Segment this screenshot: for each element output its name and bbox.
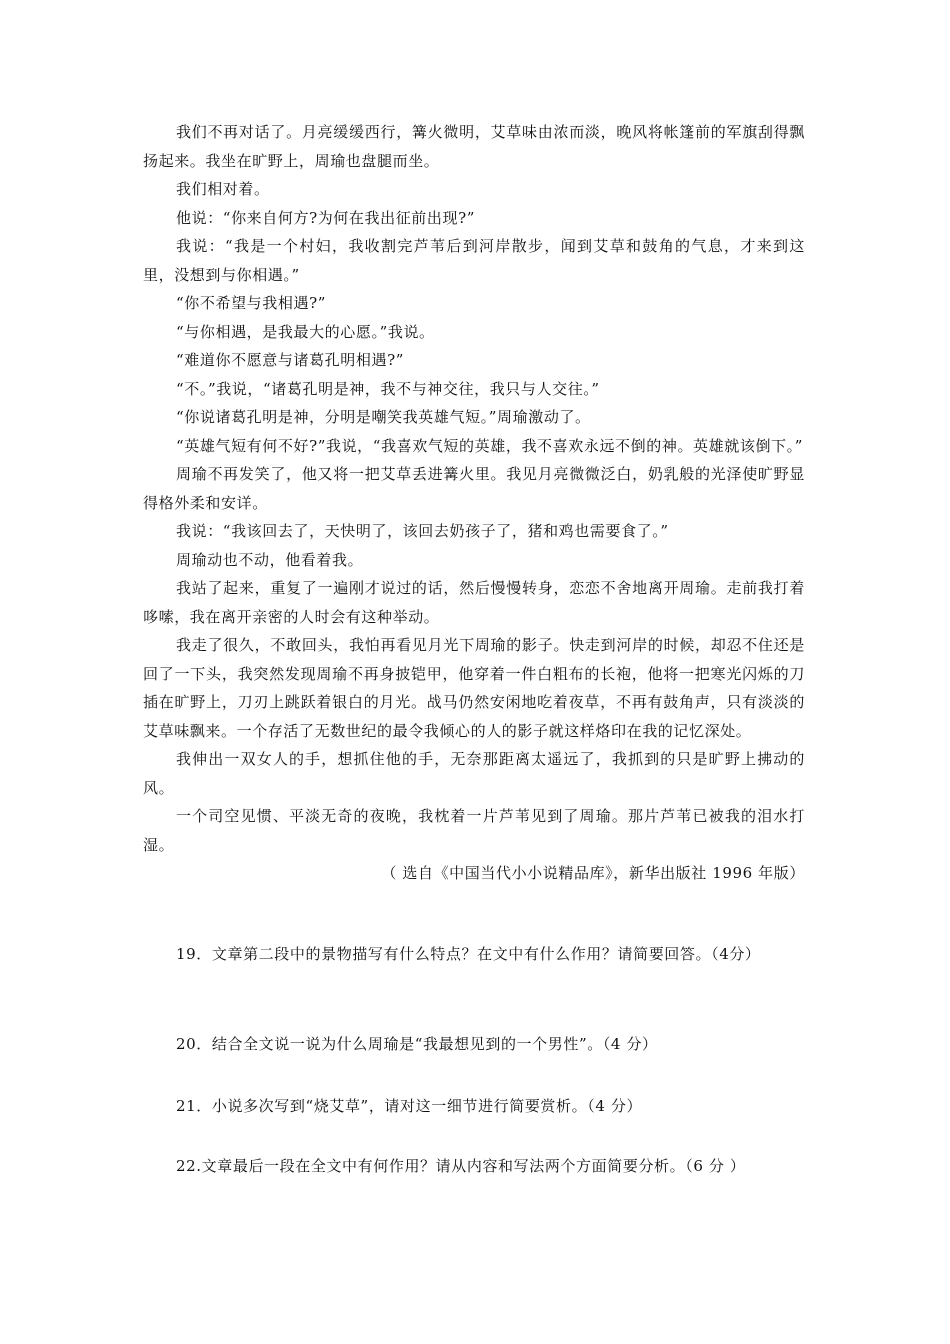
paragraph: 我说：“我是一个村妇，我收割完芦苇后到河岸散步，闻到艾草和鼓角的气息，才来到这里，没想到与你相遇。” <box>143 237 805 284</box>
passage <box>143 118 805 888</box>
question-20 <box>143 1030 808 1059</box>
paragraph: 我走了很久，不敢回头，我怕再看见月光下周瑜的影子。快走到河岸的时候，却忍不住还是回了一下头，我突然发现周瑜不再身披铠甲，他穿着一件白粗布的长袍，他将一把寒光闪烁的刀插在旷野上，刀刃上跳跃着银白的月光。战马仍然安闲地吃着夜草，不再有鼓角声，只有淡淡的艾草味飘来。一个存活了无数世纪的最令我倾心的人的影子就这样烙印在我的记忆深处。 <box>143 636 805 740</box>
paragraph: “难道你不愿意与诸葛孔明相遇?” <box>176 351 404 369</box>
paragraph: 周瑜不再发笑了，他又将一把艾草丢进篝火里。我见月亮微微泛白，奶乳般的光泽使旷野显得格外柔和安详。 <box>143 465 805 512</box>
paragraph: 我说：“我该回去了，天快明了，该回去奶孩子了，猪和鸡也需要食了。” <box>176 522 669 540</box>
paragraph: “你说诸葛孔明是神，分明是嘲笑我英雄气短。”周瑜激动了。 <box>176 408 591 426</box>
paragraph: 我们相对着。 <box>176 180 270 198</box>
source-citation: （ 选自《中国当代小小说精品库》，新华出版社 1996 年版） <box>381 864 805 882</box>
question-22 <box>143 1152 808 1181</box>
paragraph: “与你相遇，是我最大的心愿。”我说。 <box>176 322 435 341</box>
paragraph: 我站了起来，重复了一遍刚才说过的话，然后慢慢转身，恋恋不舍地离开周瑜。走前我打着哆嗦，我在离开亲密的人时会有这种举动。 <box>143 579 805 626</box>
paragraph: 一个司空见惯、平淡无奇的夜晚，我枕着一片芦苇见到了周瑜。那片芦苇已被我的泪水打湿。 <box>143 807 805 854</box>
paragraph: 周瑜动也不动，他看着我。 <box>176 550 364 569</box>
question-text: 22.文章最后一段在全文中有何作用？请从内容和写法两个方面简要分析。（6 分 ） <box>176 1157 746 1175</box>
paragraph: “不。”我说，“诸葛孔明是神，我不与神交往，我只与人交往。” <box>176 379 600 398</box>
question-21 <box>143 1092 808 1121</box>
question-text: 20．结合全文说一说为什么周瑜是“我最想见到的一个男性”。（4 分） <box>176 1035 658 1053</box>
paragraph: “你不希望与我相遇?” <box>176 294 326 312</box>
paragraph: 他说：“你来自何方?为何在我出征前出现?” <box>176 208 476 227</box>
question-text: 21．小说多次写到“烧艾草”，请对这一细节进行简要赏析。（4 分） <box>176 1097 643 1115</box>
question-text: 19．文章第二段中的景物描写有什么特点？在文中有什么作用？请简要回答。（4分） <box>176 945 761 963</box>
question-19 <box>143 940 808 969</box>
paragraph: 我伸出一双女人的手，想抓住他的手，无奈那距离太遥远了，我抓到的只是旷野上拂动的风。 <box>143 750 805 797</box>
paragraph: “英雄气短有何不好?”我说，“我喜欢气短的英雄，我不喜欢永远不倒的神。英雄就该倒下。” <box>176 436 804 455</box>
paragraph: 我们不再对话了。月亮缓缓西行，篝火微明，艾草味由浓而淡，晚风将帐篷前的军旗刮得飘扬起来。我坐在旷野上，周瑜也盘腿而坐。 <box>143 123 805 170</box>
